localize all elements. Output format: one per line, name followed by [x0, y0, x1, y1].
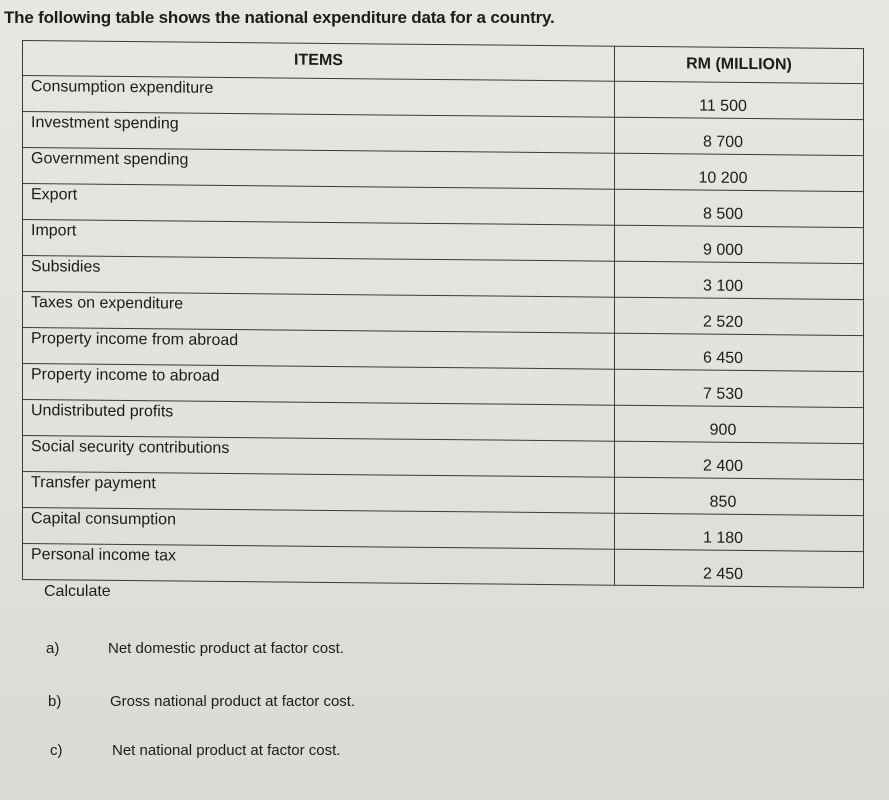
question-text: Gross national product at factor cost.	[110, 693, 356, 710]
item-cell: Property income from abroad	[23, 328, 615, 370]
value-cell: 3 100	[615, 261, 864, 299]
item-cell: Subsidies	[23, 256, 615, 298]
value-cell: 7 530	[615, 369, 864, 407]
intro-text: The following table shows the national expenditure data for a country.	[4, 8, 555, 27]
item-cell: Investment spending	[23, 112, 615, 154]
question-text: Net domestic product at factor cost.	[108, 640, 344, 657]
item-cell: Undistributed profits	[23, 400, 615, 442]
item-cell: Social security contributions	[23, 436, 615, 478]
question-b	[48, 693, 355, 710]
question-c	[50, 742, 340, 759]
value-cell: 8 500	[615, 189, 864, 227]
header-items: ITEMS	[23, 41, 615, 82]
item-cell: Taxes on expenditure	[23, 292, 615, 334]
item-cell: Consumption expenditure	[23, 76, 615, 118]
value-cell: 8 700	[615, 117, 864, 155]
header-value: RM (MILLION)	[615, 46, 864, 83]
item-cell: Personal income tax	[23, 544, 615, 586]
calculate-label: Calculate	[44, 583, 111, 600]
value-cell: 2 400	[615, 441, 864, 479]
value-cell: 1 180	[615, 513, 864, 551]
expenditure-table-wrapper	[22, 40, 864, 588]
value-cell: 2 520	[615, 297, 864, 335]
question-text: Net national product at factor cost.	[112, 742, 341, 759]
item-cell: Capital consumption	[23, 508, 615, 550]
question-letter: b)	[48, 693, 62, 710]
question-a	[46, 640, 344, 657]
item-cell: Export	[23, 184, 615, 226]
value-cell: 9 000	[615, 225, 864, 263]
value-cell: 11 500	[615, 81, 864, 119]
table-row	[23, 544, 864, 588]
expenditure-table	[22, 40, 864, 588]
item-cell: Property income to abroad	[23, 364, 615, 406]
item-cell: Government spending	[23, 148, 615, 190]
item-cell: Transfer payment	[23, 472, 615, 514]
value-cell: 900	[615, 405, 864, 443]
question-letter: a)	[46, 640, 60, 657]
value-cell: 6 450	[615, 333, 864, 371]
value-cell: 2 450	[615, 549, 864, 587]
question-letter: c)	[50, 742, 63, 759]
value-cell: 10 200	[615, 153, 864, 191]
item-cell: Import	[23, 220, 615, 262]
value-cell: 850	[615, 477, 864, 515]
